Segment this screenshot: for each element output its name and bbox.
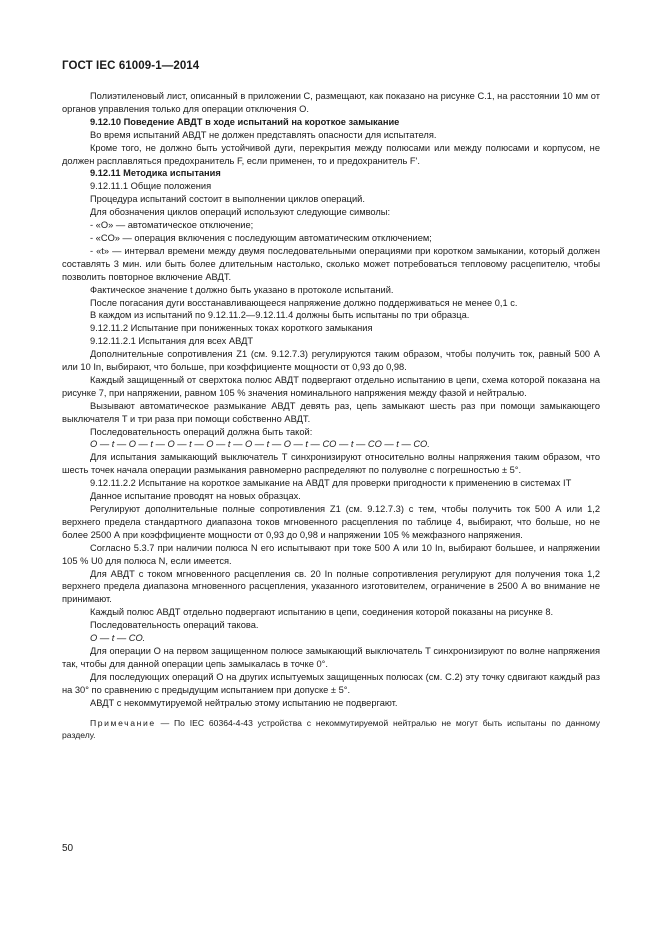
page-number: 50 <box>62 843 74 854</box>
paragraph: Для испытания замыкающий выключатель T синхронизируют относительно волны напряжения таким образом, что шесть точек начала операции размыкания равномерно распределяют по полуволне с погрешностью ± 5°. <box>62 452 600 476</box>
paragraph: В каждом из испытаний по 9.12.11.2—9.12.11.4 должны быть испытаны по три образца. <box>90 310 470 321</box>
paragraph: После погасания дуги восстанавливающееся напряжение должно поддерживаться не менее 0,1 с. <box>90 297 518 308</box>
section-heading: 9.12.10 Поведение АВДТ в ходе испытаний на короткое замыкание <box>90 116 400 127</box>
paragraph: Каждый полюс АВДТ отдельно подвергают испытанию в цепи, соединения которой показаны на рисунке 8. <box>90 607 554 618</box>
paragraph: Каждый защищенный от сверхтока полюс АВДТ подвергают отдельно испытанию в цепи, схема которой показана на рисунке 7, при напряжении, равном 105 % значения номинального напряжения между фазой и нейтралью. <box>62 374 600 398</box>
document-body <box>62 90 600 741</box>
section-heading: 9.12.11 Методика испытания <box>90 168 221 179</box>
paragraph: - «O» — автоматическое отключение; <box>90 220 254 231</box>
paragraph: Во время испытаний АВДТ не должен представлять опасности для испытателя. <box>90 129 437 140</box>
paragraph: Кроме того, не должно быть устойчивой дуги, перекрытия между полюсами или между полюсами и корпусом, не должен расплавляться предохранитель F, если применен, то и предохранитель F'. <box>62 142 600 166</box>
paragraph: Фактическое значение t должно быть указано в протоколе испытаний. <box>90 284 394 295</box>
paragraph: Вызывают автоматическое размыкание АВДТ девять раз, цепь замыкают шесть раз при помощи замыкающего выключателя T и три раза при помощи собственно АВДТ. <box>62 400 600 424</box>
paragraph: 9.12.11.2.1 Испытания для всех АВДТ <box>90 336 254 347</box>
document-header: ГОСТ IEC 61009-1—2014 <box>62 60 200 72</box>
paragraph: Полиэтиленовый лист, описанный в приложении C, размещают, как показано на рисунке C.1, на расстоянии 10 мм от органов управления только для операции отключения O. <box>62 91 600 114</box>
paragraph: Процедура испытаний состоит в выполнении циклов операций. <box>90 194 365 205</box>
paragraph: - «t» — интервал времени между двумя последовательными операциями при коротком замыкании, который должен составлять 3 мин. или быть более длительным настолько, сколько может потребоваться тепловому расцепителю, чтобы позволить повторное включение АВДТ. <box>62 245 600 282</box>
paragraph: 9.12.11.2 Испытание при пониженных токах короткого замыкания <box>90 323 373 334</box>
paragraph: Дополнительные сопротивления Z1 (см. 9.12.7.3) регулируются таким образом, чтобы получить ток, равный 500 А или 10 In, выбирают, что больше, при коэффициенте мощности от 0,93 до 0,98. <box>62 349 600 373</box>
paragraph: Регулируют дополнительные полные сопротивления Z1 (см. 9.12.7.3) с тем, чтобы получить ток 500 А или 1,2 верхнего предела стандартного диапазона токов мгновенного расцепления по таблице 4, выбирают, что больше, но не более 2500 А при коэффициенте мощности от 0,93 до 0,98 и напряжении 105 % межфазного напряжения. <box>62 504 600 540</box>
paragraph: O — t — CO. <box>90 633 146 644</box>
paragraph: 9.12.11.1 Общие положения <box>90 181 212 192</box>
paragraph: Последовательность операций должна быть такой: <box>90 426 313 437</box>
paragraph: 9.12.11.2.2 Испытание на короткое замыкание на АВДТ для проверки пригодности к применению в системах IT <box>90 478 572 489</box>
paragraph: Согласно 5.3.7 при наличии полюса N его испытывают при токе 500 А или 10 In, выбирают большее, и напряжении 105 % U0 для полюса N, если имеется. <box>62 542 600 566</box>
paragraph: Для последующих операций O на других испытуемых защищенных полюсах (см. C.2) эту точку сдвигают каждый раз на 30° по сравнению с предыдущим испытанием при допуске ± 5°. <box>62 671 600 695</box>
paragraph: АВДТ с некоммутируемой нейтралью этому испытанию не подвергают. <box>90 697 398 708</box>
paragraph: Данное испытание проводят на новых образцах. <box>90 491 301 502</box>
paragraph: Для АВДТ с током мгновенного расцепления св. 20 In полные сопротивления регулируют для получения тока 1,2 верхнего предела диапазона мгновенного расцепления, указанного изготовителем, ограничение в 2500 А во внимание не принимают. <box>62 568 600 605</box>
paragraph: Последовательность операций такова. <box>90 620 259 631</box>
paragraph: O — t — O — t — O — t — O — t — O — t — O — t — CO — t — CO — t — CO. <box>90 439 430 450</box>
paragraph: - «CO» — операция включения с последующим автоматическим отключением; <box>90 232 432 243</box>
note-text: — По IEC 60364-4-43 устройства с некоммутируемой нейтралью не могут быть испытаны по данному разделу. <box>62 717 600 740</box>
note-label: Примечание <box>90 717 156 728</box>
paragraph: Для обозначения циклов операций используют следующие символы: <box>90 207 391 218</box>
note <box>62 717 600 742</box>
paragraph: Для операции O на первом защищенном полюсе замыкающий выключатель T синхронизируют по волне напряжения так, чтобы для данной операции цепь замыкалась в точке 0°. <box>62 645 600 669</box>
